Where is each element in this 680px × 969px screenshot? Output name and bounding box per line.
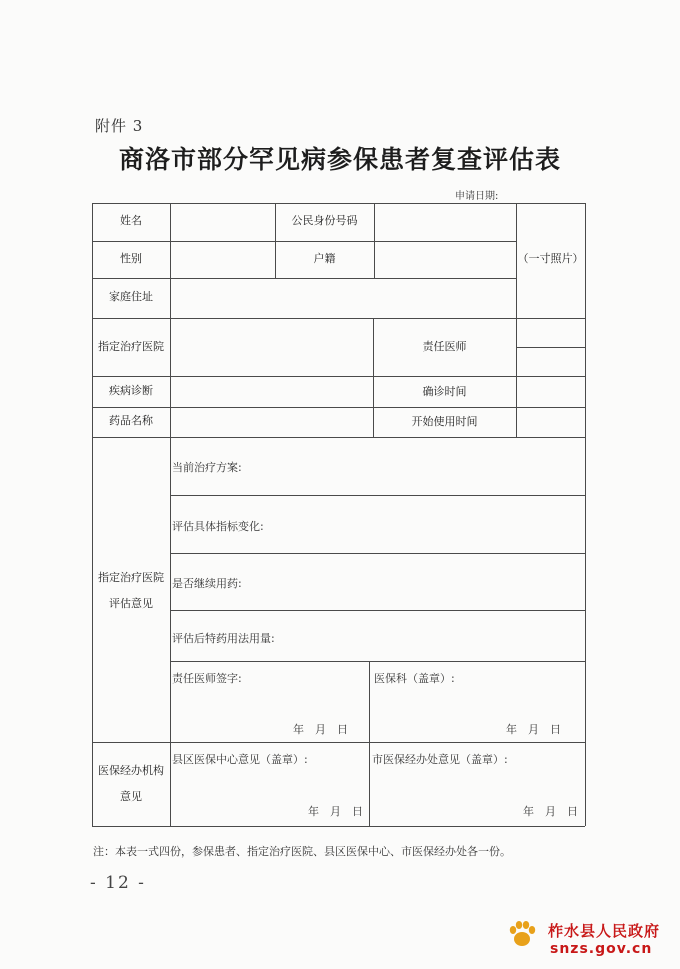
page-number: - 12 -: [90, 873, 146, 893]
start-time-label: 开始使用时间: [411, 415, 478, 428]
eval-section-label-2: 评估意见: [109, 597, 153, 610]
insurance-dept-field: 医保科（盖章）:: [374, 672, 455, 685]
county-opinion-date: 年 月 日: [308, 805, 363, 818]
footnote: 注：本表一式四份，参保患者、指定治疗医院、县区医保中心、市医保经办处各一份。: [93, 845, 511, 858]
hukou-label: 户籍: [313, 252, 336, 265]
drug-name-label: 药品名称: [109, 414, 153, 427]
doctor-sign-date: 年 月 日: [293, 723, 348, 736]
agency-label-2: 意见: [120, 790, 142, 803]
id-number-label: 公民身份号码: [291, 214, 358, 227]
attachment-label: 附件 3: [95, 117, 144, 135]
diagnosis-time-label: 确诊时间: [422, 385, 467, 398]
hospital-label: 指定治疗医院: [98, 340, 164, 353]
page-title: 商洛市部分罕见病参保患者复查评估表: [118, 145, 561, 174]
agency-label-1: 医保经办机构: [98, 764, 164, 777]
name-label: 姓名: [120, 214, 142, 227]
city-opinion-field: 市医保经办处意见（盖章）:: [372, 753, 508, 766]
diagnosis-label: 疾病诊断: [109, 384, 153, 397]
indicator-change-field: 评估具体指标变化:: [172, 520, 264, 533]
insurance-dept-date: 年 月 日: [506, 723, 561, 736]
site-url: snzs.gov.cn: [550, 941, 653, 957]
doctor-signature-field: 责任医师签字:: [172, 672, 242, 685]
gender-label: 性别: [120, 252, 142, 265]
eval-section-label-1: 指定治疗医院: [98, 571, 164, 584]
address-label: 家庭住址: [109, 290, 153, 303]
county-opinion-field: 县区医保中心意见（盖章）:: [172, 753, 308, 766]
site-name-cn: 柞水县人民政府: [548, 922, 661, 940]
city-opinion-date: 年 月 日: [523, 805, 578, 818]
photo-placeholder: （一寸照片）: [517, 252, 584, 265]
paw-logo-icon: [506, 918, 538, 950]
doctor-label: 责任医师: [422, 340, 467, 353]
continue-drug-field: 是否继续用药:: [172, 577, 242, 590]
current-plan-field: 当前治疗方案:: [172, 461, 242, 474]
apply-date-label: 申请日期:: [455, 191, 499, 202]
dosage-after-field: 评估后特药用法用量:: [172, 632, 275, 645]
